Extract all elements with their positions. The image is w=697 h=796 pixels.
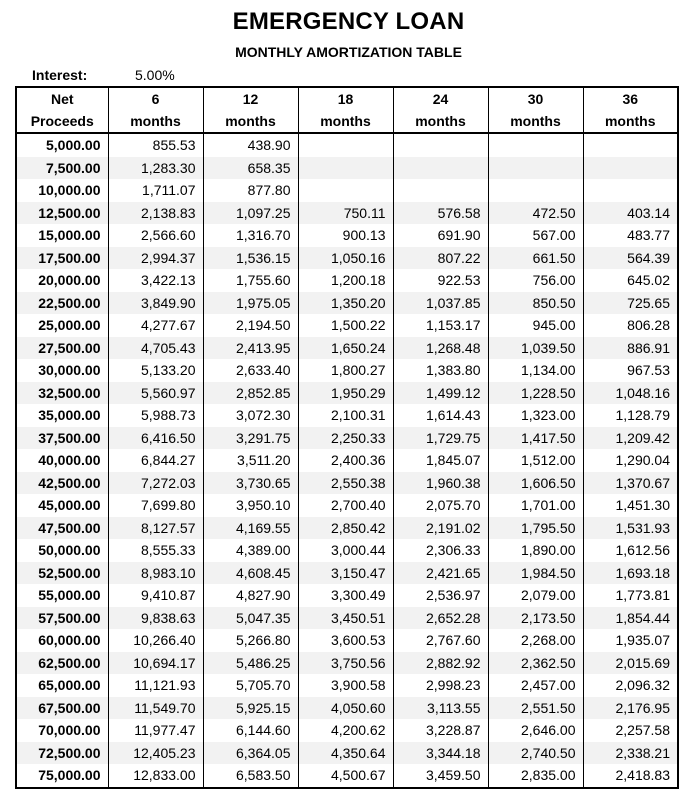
payment-6-cell: 1,711.07: [108, 179, 203, 202]
header-row-top: [16, 87, 678, 110]
payment-12-cell: 1,316.70: [203, 224, 298, 247]
payment-30-cell: 1,039.50: [488, 337, 583, 360]
payment-24-cell: 2,421.65: [393, 562, 488, 585]
payment-18-cell: 3,450.51: [298, 607, 393, 630]
payment-36-cell: 1,048.16: [583, 382, 678, 405]
payment-24-cell: [393, 157, 488, 180]
payment-30-cell: 2,740.50: [488, 742, 583, 765]
payment-6-cell: 5,988.73: [108, 404, 203, 427]
payment-18-cell: 2,700.40: [298, 494, 393, 517]
payment-18-cell: 4,350.64: [298, 742, 393, 765]
payment-24-cell: 1,037.85: [393, 292, 488, 315]
net-proceeds-cell: 17,500.00: [16, 247, 108, 270]
payment-6-cell: 8,983.10: [108, 562, 203, 585]
payment-6-cell: 1,283.30: [108, 157, 203, 180]
payment-36-cell: 967.53: [583, 359, 678, 382]
payment-18-cell: 1,650.24: [298, 337, 393, 360]
page-subtitle: MONTHLY AMORTIZATION TABLE: [235, 44, 462, 60]
table-row: [16, 404, 678, 427]
payment-12-cell: 5,705.70: [203, 674, 298, 697]
payment-24-cell: 576.58: [393, 202, 488, 225]
header-proceeds: Proceeds: [16, 110, 108, 133]
payment-36-cell: 403.14: [583, 202, 678, 225]
payment-18-cell: 3,750.56: [298, 652, 393, 675]
payment-6-cell: 8,127.57: [108, 517, 203, 540]
payment-36-cell: 483.77: [583, 224, 678, 247]
amortization-table: [15, 86, 679, 789]
table-row: [16, 337, 678, 360]
payment-24-cell: 2,767.60: [393, 629, 488, 652]
payment-18-cell: [298, 157, 393, 180]
payment-30-cell: 661.50: [488, 247, 583, 270]
payment-12-cell: 3,291.75: [203, 427, 298, 450]
payment-12-cell: 1,097.25: [203, 202, 298, 225]
payment-24-cell: 1,845.07: [393, 449, 488, 472]
table-row: [16, 584, 678, 607]
net-proceeds-cell: 10,000.00: [16, 179, 108, 202]
payment-18-cell: 1,500.22: [298, 314, 393, 337]
table-row: [16, 742, 678, 765]
payment-12-cell: 3,511.20: [203, 449, 298, 472]
payment-24-cell: 1,153.17: [393, 314, 488, 337]
header-net: Net: [16, 87, 108, 110]
payment-12-cell: 4,608.45: [203, 562, 298, 585]
payment-18-cell: 750.11: [298, 202, 393, 225]
table-row: [16, 494, 678, 517]
payment-24-cell: 1,960.38: [393, 472, 488, 495]
payment-36-cell: 564.39: [583, 247, 678, 270]
table-body: [16, 133, 678, 788]
payment-6-cell: 6,416.50: [108, 427, 203, 450]
net-proceeds-cell: 22,500.00: [16, 292, 108, 315]
payment-24-cell: 3,113.55: [393, 697, 488, 720]
payment-24-cell: 1,268.48: [393, 337, 488, 360]
payment-18-cell: 2,100.31: [298, 404, 393, 427]
payment-6-cell: 6,844.27: [108, 449, 203, 472]
table-row: [16, 292, 678, 315]
payment-24-cell: 2,306.33: [393, 539, 488, 562]
payment-6-cell: 5,133.20: [108, 359, 203, 382]
payment-18-cell: 3,000.44: [298, 539, 393, 562]
payment-30-cell: 472.50: [488, 202, 583, 225]
header-term-36: 36: [583, 87, 678, 110]
payment-30-cell: 2,835.00: [488, 764, 583, 788]
payment-36-cell: 2,015.69: [583, 652, 678, 675]
table-row: [16, 629, 678, 652]
payment-12-cell: 2,194.50: [203, 314, 298, 337]
payment-6-cell: 11,121.93: [108, 674, 203, 697]
payment-30-cell: [488, 133, 583, 157]
payment-30-cell: 2,457.00: [488, 674, 583, 697]
interest-label: Interest:: [32, 67, 88, 83]
payment-12-cell: 4,169.55: [203, 517, 298, 540]
payment-36-cell: 1,612.56: [583, 539, 678, 562]
payment-12-cell: 6,583.50: [203, 764, 298, 788]
payment-24-cell: 3,459.50: [393, 764, 488, 788]
payment-36-cell: 725.65: [583, 292, 678, 315]
payment-30-cell: 2,268.00: [488, 629, 583, 652]
payment-30-cell: 850.50: [488, 292, 583, 315]
payment-30-cell: 1,701.00: [488, 494, 583, 517]
payment-30-cell: 2,551.50: [488, 697, 583, 720]
table-row: [16, 359, 678, 382]
net-proceeds-cell: 5,000.00: [16, 133, 108, 157]
net-proceeds-cell: 30,000.00: [16, 359, 108, 382]
payment-36-cell: 806.28: [583, 314, 678, 337]
payment-36-cell: 1,209.42: [583, 427, 678, 450]
payment-24-cell: 922.53: [393, 269, 488, 292]
payment-12-cell: 2,633.40: [203, 359, 298, 382]
payment-24-cell: 2,075.70: [393, 494, 488, 517]
payment-30-cell: 1,795.50: [488, 517, 583, 540]
payment-18-cell: 3,600.53: [298, 629, 393, 652]
payment-18-cell: 3,900.58: [298, 674, 393, 697]
payment-12-cell: 5,486.25: [203, 652, 298, 675]
table-row: [16, 517, 678, 540]
payment-18-cell: 2,250.33: [298, 427, 393, 450]
net-proceeds-cell: 7,500.00: [16, 157, 108, 180]
payment-30-cell: 2,362.50: [488, 652, 583, 675]
payment-24-cell: 2,998.23: [393, 674, 488, 697]
interest-value: 5.00%: [135, 67, 175, 83]
net-proceeds-cell: 55,000.00: [16, 584, 108, 607]
table-row: [16, 607, 678, 630]
payment-12-cell: 1,536.15: [203, 247, 298, 270]
header-term-30: 30: [488, 87, 583, 110]
table-row: [16, 247, 678, 270]
payment-30-cell: 1,984.50: [488, 562, 583, 585]
payment-24-cell: 3,344.18: [393, 742, 488, 765]
payment-12-cell: 2,413.95: [203, 337, 298, 360]
payment-18-cell: 1,800.27: [298, 359, 393, 382]
payment-36-cell: 1,854.44: [583, 607, 678, 630]
payment-24-cell: 1,614.43: [393, 404, 488, 427]
payment-12-cell: 1,755.60: [203, 269, 298, 292]
header-term-18: 18: [298, 87, 393, 110]
payment-36-cell: [583, 179, 678, 202]
payment-24-cell: 3,228.87: [393, 719, 488, 742]
payment-18-cell: [298, 133, 393, 157]
table-row: [16, 472, 678, 495]
payment-36-cell: 1,935.07: [583, 629, 678, 652]
payment-30-cell: [488, 157, 583, 180]
payment-6-cell: 10,694.17: [108, 652, 203, 675]
net-proceeds-cell: 50,000.00: [16, 539, 108, 562]
payment-30-cell: 1,228.50: [488, 382, 583, 405]
payment-36-cell: 2,096.32: [583, 674, 678, 697]
payment-12-cell: 658.35: [203, 157, 298, 180]
net-proceeds-cell: 72,500.00: [16, 742, 108, 765]
payment-12-cell: 4,827.90: [203, 584, 298, 607]
payment-18-cell: 4,200.62: [298, 719, 393, 742]
net-proceeds-cell: 62,500.00: [16, 652, 108, 675]
table-row: [16, 427, 678, 450]
payment-24-cell: [393, 133, 488, 157]
net-proceeds-cell: 67,500.00: [16, 697, 108, 720]
header-months-24: months: [393, 110, 488, 133]
net-proceeds-cell: 52,500.00: [16, 562, 108, 585]
payment-6-cell: 2,566.60: [108, 224, 203, 247]
payment-36-cell: 2,418.83: [583, 764, 678, 788]
payment-6-cell: 11,977.47: [108, 719, 203, 742]
net-proceeds-cell: 12,500.00: [16, 202, 108, 225]
payment-18-cell: [298, 179, 393, 202]
payment-36-cell: 1,531.93: [583, 517, 678, 540]
header-term-24: 24: [393, 87, 488, 110]
payment-18-cell: 900.13: [298, 224, 393, 247]
table-row: [16, 224, 678, 247]
payment-36-cell: 1,290.04: [583, 449, 678, 472]
table-row: [16, 539, 678, 562]
table-row: [16, 562, 678, 585]
payment-18-cell: 2,400.36: [298, 449, 393, 472]
net-proceeds-cell: 75,000.00: [16, 764, 108, 788]
net-proceeds-cell: 45,000.00: [16, 494, 108, 517]
payment-12-cell: 6,144.60: [203, 719, 298, 742]
header-term-12: 12: [203, 87, 298, 110]
payment-30-cell: 1,323.00: [488, 404, 583, 427]
payment-18-cell: 2,850.42: [298, 517, 393, 540]
payment-18-cell: 1,350.20: [298, 292, 393, 315]
payment-36-cell: 2,257.58: [583, 719, 678, 742]
net-proceeds-cell: 40,000.00: [16, 449, 108, 472]
payment-6-cell: 4,277.67: [108, 314, 203, 337]
payment-36-cell: 645.02: [583, 269, 678, 292]
net-proceeds-cell: 25,000.00: [16, 314, 108, 337]
payment-30-cell: 2,079.00: [488, 584, 583, 607]
payment-6-cell: 12,405.23: [108, 742, 203, 765]
payment-30-cell: 2,173.50: [488, 607, 583, 630]
payment-6-cell: 11,549.70: [108, 697, 203, 720]
payment-24-cell: 2,191.02: [393, 517, 488, 540]
payment-30-cell: 1,134.00: [488, 359, 583, 382]
payment-24-cell: 807.22: [393, 247, 488, 270]
payment-18-cell: 4,500.67: [298, 764, 393, 788]
payment-6-cell: 5,560.97: [108, 382, 203, 405]
table-row: [16, 202, 678, 225]
payment-30-cell: 1,890.00: [488, 539, 583, 562]
payment-36-cell: 886.91: [583, 337, 678, 360]
payment-18-cell: 4,050.60: [298, 697, 393, 720]
payment-12-cell: 438.90: [203, 133, 298, 157]
net-proceeds-cell: 27,500.00: [16, 337, 108, 360]
header-term-6: 6: [108, 87, 203, 110]
payment-24-cell: [393, 179, 488, 202]
payment-18-cell: 3,300.49: [298, 584, 393, 607]
table-row: [16, 179, 678, 202]
payment-12-cell: 3,072.30: [203, 404, 298, 427]
payment-36-cell: 1,451.30: [583, 494, 678, 517]
table-row: [16, 719, 678, 742]
payment-36-cell: [583, 157, 678, 180]
payment-24-cell: 691.90: [393, 224, 488, 247]
payment-36-cell: 2,176.95: [583, 697, 678, 720]
net-proceeds-cell: 65,000.00: [16, 674, 108, 697]
table-row: [16, 449, 678, 472]
payment-18-cell: 1,950.29: [298, 382, 393, 405]
table-row: [16, 269, 678, 292]
payment-6-cell: 855.53: [108, 133, 203, 157]
payment-12-cell: 2,852.85: [203, 382, 298, 405]
payment-24-cell: 1,499.12: [393, 382, 488, 405]
payment-36-cell: 1,693.18: [583, 562, 678, 585]
payment-30-cell: 2,646.00: [488, 719, 583, 742]
payment-30-cell: 1,512.00: [488, 449, 583, 472]
payment-6-cell: 8,555.33: [108, 539, 203, 562]
table-row: [16, 674, 678, 697]
net-proceeds-cell: 37,500.00: [16, 427, 108, 450]
net-proceeds-cell: 47,500.00: [16, 517, 108, 540]
header-months-36: months: [583, 110, 678, 133]
payment-6-cell: 7,272.03: [108, 472, 203, 495]
payment-12-cell: 1,975.05: [203, 292, 298, 315]
payment-24-cell: 2,652.28: [393, 607, 488, 630]
net-proceeds-cell: 42,500.00: [16, 472, 108, 495]
payment-30-cell: [488, 179, 583, 202]
payment-12-cell: 5,266.80: [203, 629, 298, 652]
payment-24-cell: 1,383.80: [393, 359, 488, 382]
header-months-18: months: [298, 110, 393, 133]
payment-12-cell: 4,389.00: [203, 539, 298, 562]
header-months-12: months: [203, 110, 298, 133]
payment-12-cell: 877.80: [203, 179, 298, 202]
payment-36-cell: 1,128.79: [583, 404, 678, 427]
table-row: [16, 314, 678, 337]
payment-24-cell: 2,536.97: [393, 584, 488, 607]
payment-30-cell: 1,606.50: [488, 472, 583, 495]
net-proceeds-cell: 20,000.00: [16, 269, 108, 292]
table-header: [16, 87, 678, 133]
payment-30-cell: 1,417.50: [488, 427, 583, 450]
table-row: [16, 764, 678, 788]
net-proceeds-cell: 15,000.00: [16, 224, 108, 247]
payment-6-cell: 7,699.80: [108, 494, 203, 517]
payment-6-cell: 3,422.13: [108, 269, 203, 292]
payment-12-cell: 6,364.05: [203, 742, 298, 765]
header-months-30: months: [488, 110, 583, 133]
payment-36-cell: 1,773.81: [583, 584, 678, 607]
payment-36-cell: 1,370.67: [583, 472, 678, 495]
table-row: [16, 133, 678, 157]
payment-18-cell: 1,200.18: [298, 269, 393, 292]
payment-12-cell: 3,950.10: [203, 494, 298, 517]
payment-6-cell: 9,838.63: [108, 607, 203, 630]
payment-18-cell: 1,050.16: [298, 247, 393, 270]
payment-24-cell: 1,729.75: [393, 427, 488, 450]
payment-6-cell: 2,994.37: [108, 247, 203, 270]
payment-6-cell: 10,266.40: [108, 629, 203, 652]
table-row: [16, 697, 678, 720]
payment-6-cell: 4,705.43: [108, 337, 203, 360]
header-months-6: months: [108, 110, 203, 133]
payment-18-cell: 3,150.47: [298, 562, 393, 585]
table-row: [16, 157, 678, 180]
payment-12-cell: 5,047.35: [203, 607, 298, 630]
payment-6-cell: 3,849.90: [108, 292, 203, 315]
payment-30-cell: 756.00: [488, 269, 583, 292]
net-proceeds-cell: 32,500.00: [16, 382, 108, 405]
payment-6-cell: 12,833.00: [108, 764, 203, 788]
table-row: [16, 652, 678, 675]
table-row: [16, 382, 678, 405]
net-proceeds-cell: 60,000.00: [16, 629, 108, 652]
payment-18-cell: 2,550.38: [298, 472, 393, 495]
net-proceeds-cell: 57,500.00: [16, 607, 108, 630]
payment-6-cell: 2,138.83: [108, 202, 203, 225]
payment-6-cell: 9,410.87: [108, 584, 203, 607]
page-title: EMERGENCY LOAN: [232, 8, 465, 35]
payment-30-cell: 945.00: [488, 314, 583, 337]
payment-36-cell: 2,338.21: [583, 742, 678, 765]
net-proceeds-cell: 70,000.00: [16, 719, 108, 742]
payment-12-cell: 3,730.65: [203, 472, 298, 495]
header-row-bottom: [16, 110, 678, 133]
payment-12-cell: 5,925.15: [203, 697, 298, 720]
net-proceeds-cell: 35,000.00: [16, 404, 108, 427]
payment-24-cell: 2,882.92: [393, 652, 488, 675]
payment-30-cell: 567.00: [488, 224, 583, 247]
payment-36-cell: [583, 133, 678, 157]
